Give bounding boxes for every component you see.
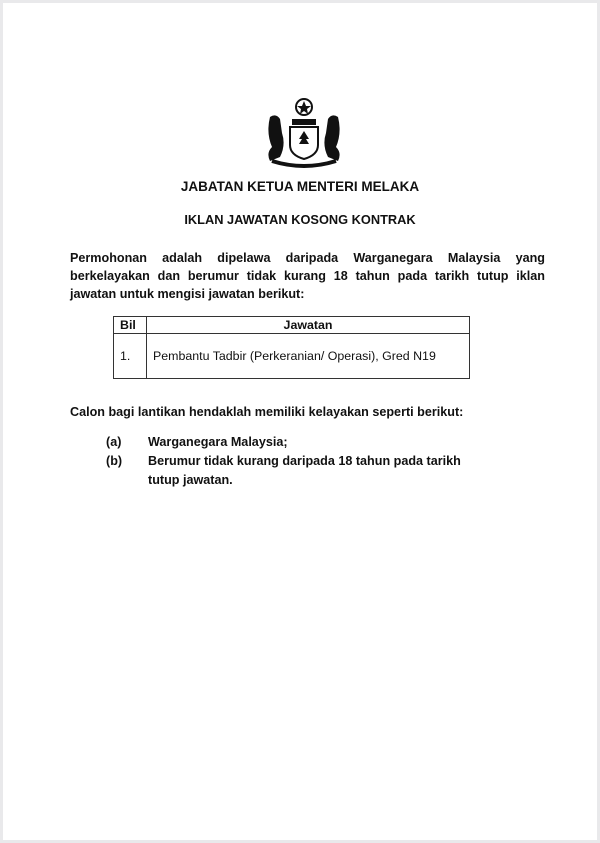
cell-jawatan: Pembantu Tadbir (Perkeranian/ Operasi), Gred N19 <box>147 334 470 379</box>
header-bil: Bil <box>114 317 147 334</box>
department-title: JABATAN KETUA MENTERI MELAKA <box>180 179 420 194</box>
requirement-label: (b) <box>106 454 123 468</box>
header-jawatan: Jawatan <box>147 317 470 334</box>
document-page <box>3 3 597 840</box>
table-header-row <box>114 317 470 334</box>
melaka-crest-logo <box>258 95 350 171</box>
cell-bil: 1. <box>114 334 147 379</box>
table-row <box>114 334 470 379</box>
requirement-text: Warganegara Malaysia; <box>148 435 288 449</box>
intro-paragraph: Permohonan adalah dipelawa daripada Warganegara Malaysia yang berkelayakan dan berumur tidak kurang 18 tahun pada tarikh tutup iklan jawatan untuk mengisi jawatan berikut: <box>70 251 545 301</box>
requirement-label: (a) <box>106 435 122 449</box>
requirement-text: Berumur tidak kurang daripada 18 tahun pada tarikh tutup jawatan. <box>148 454 461 487</box>
vacancy-table <box>113 316 470 379</box>
requirements-intro: Calon bagi lantikan hendaklah memiliki kelayakan seperti berikut: <box>70 405 464 419</box>
advert-heading: IKLAN JAWATAN KOSONG KONTRAK <box>184 212 416 227</box>
